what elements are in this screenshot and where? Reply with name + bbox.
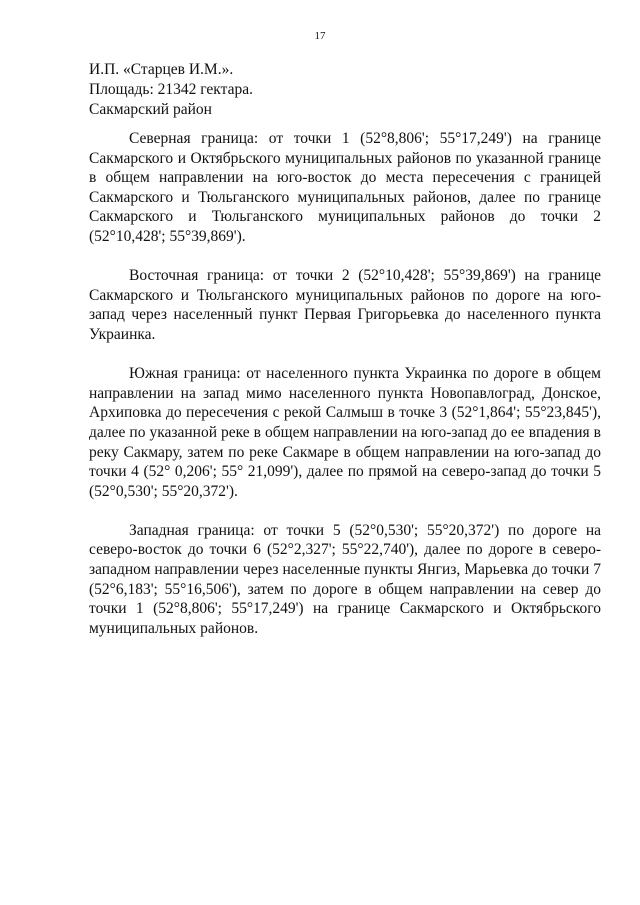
owner-line: И.П. «Старцев И.М.». <box>89 61 234 78</box>
west-border-paragraph: Западная граница: от точки 5 (52°0,530'; 55°20,372') по дороге на северо-восток до точки 6 (52°2,327'; 55°22,740'), далее по дороге в северо-западном направлении через населенные пункты Янгиз, Марьевка до точки 7 (52°6,183'; 55°16,506'), затем по дороге в общем направлении на север до точки 1 (52°8,806'; 55°17,249') на границе Сакмарского и Октябрьского муниципальных районов. <box>89 521 601 637</box>
district-line: Сакмарский район <box>89 101 212 118</box>
area-line: Площадь: 21342 гектара. <box>89 81 253 98</box>
document-header <box>89 60 609 120</box>
border-description <box>89 129 601 638</box>
north-border-paragraph: Северная граница: от точки 1 (52°8,806'; 55°17,249') на границе Сакмарского и Октябрьского муниципальных районов по указанной границе в общем направлении на юго-восток до места пересечения с границей Сакмарского и Тюльганского муниципальных районов, далее по границе Сакмарского и Тюльганского муниципальных районов до точки 2 (52°10,428'; 55°39,869'). <box>89 130 601 245</box>
south-border-paragraph: Южная граница: от населенного пункта Украинка по дороге в общем направлении на запад мимо населенного пункта Новопавлоград, Донское, Архиповка до пересечения с рекой Салмыш в точке 3 (52°1,864'; 55°23,845'), далее по указанной реке в общем направлении на юго-запад до ее впадения в реку Сакмару, затем по реке Сакмаре в общем направлении на юго-запад до точки 4 (52° 0,206'; 55° 21,099'), далее по прямой на северо-запад до точки 5 (52°0,530'; 55°20,372'). <box>89 365 601 500</box>
east-border-paragraph: Восточная граница: от точки 2 (52°10,428'; 55°39,869') на границе Сакмарского и Тюльганского муниципальных районов по дороге на юго-запад через населенный пункт Первая Григорьевка до населенного пункта Украинка. <box>89 267 601 343</box>
page-number: 17 <box>314 30 326 42</box>
